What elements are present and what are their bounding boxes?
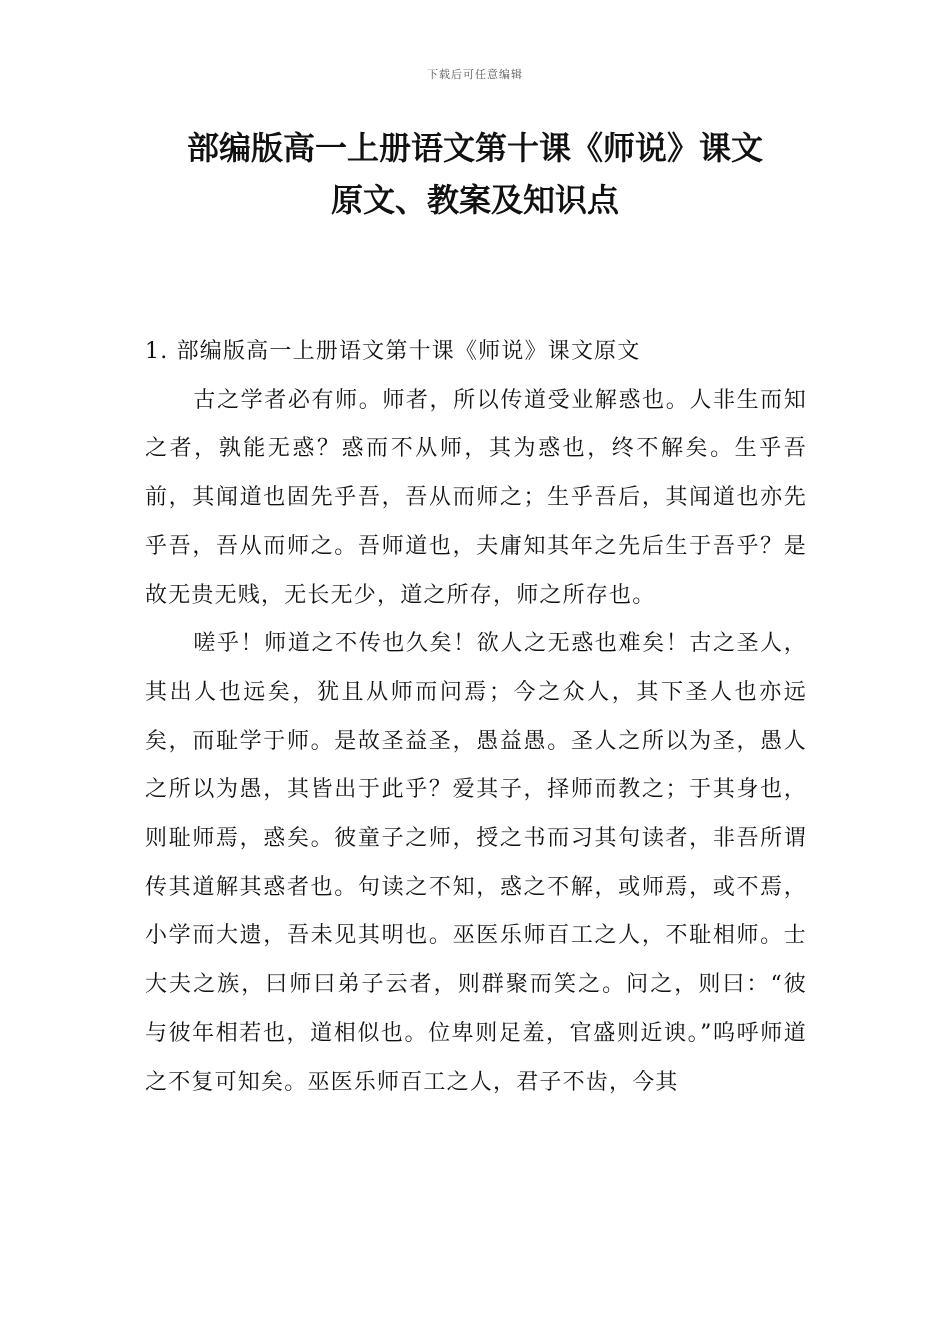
document-body	[145, 328, 807, 1107]
paragraph-1: 古之学者必有师。师者，所以传道受业解惑也。人非生而知之者，孰能无惑？惑而不从师，其为惑也，终不解矣。生乎吾前，其闻道也固先乎吾，吾从而师之；生乎吾后，其闻道也亦先乎吾，吾从而师之。吾师道也，夫庸知其年之先后生于吾乎？是故无贵无贱，无长无少，道之所存，师之所存也。	[145, 387, 807, 608]
paragraph-2: 嗟乎！师道之不传也久矣！欲人之无惑也难矣！古之圣人，其出人也远矣，犹且从师而问焉；今之众人，其下圣人也亦远矣，而耻学于师。是故圣益圣，愚益愚。圣人之所以为圣，愚人之所以为愚，其皆出于此乎？爱其子，择师而教之；于其身也，则耻师焉，惑矣。彼童子之师，授之书而习其句读者，非吾所谓传其道解其惑者也。句读之不知，惑之不解，或师焉，或不焉，小学而大遗，吾未见其明也。巫医乐师百工之人，不耻相师。士大夫之族，曰师曰弟子云者，则群聚而笑之。问之，则曰：“彼与彼年相若也，道相似也。位卑则足羞，官盛则近谀。”呜呼师道之不复可知矣。巫医乐师百工之人，君子不齿，今其	[145, 631, 807, 1095]
header-note: 下载后可任意编辑	[427, 68, 523, 81]
section-heading: 1. 部编版高一上册语文第十课《师说》课文原文	[145, 339, 641, 364]
title-line-1: 部编版高一上册语文第十课《师说》课文	[186, 129, 763, 167]
document-title	[140, 122, 810, 226]
title-line-2: 原文、教案及知识点	[330, 181, 619, 219]
